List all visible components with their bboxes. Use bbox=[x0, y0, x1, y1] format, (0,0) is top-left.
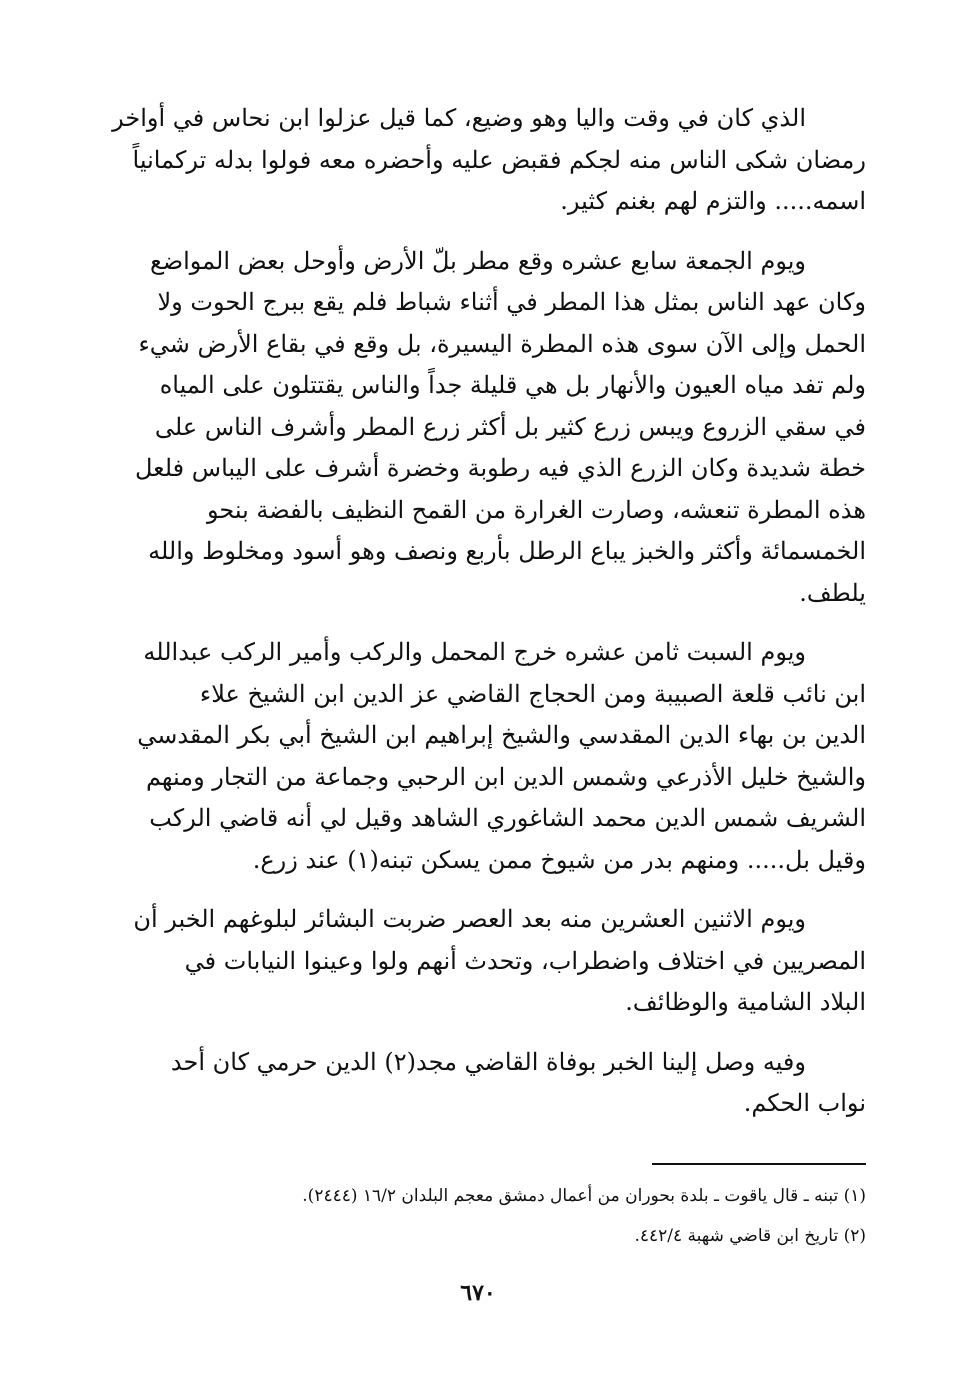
text-line: والشيخ خليل الأذرعي وشمس الدين ابن الرحبي وجماعة من التجار ومنهم bbox=[145, 762, 866, 791]
text-line: ولم تفد مياه العيون والأنهار بل هي قليلة جداً والناس يقتتلون على المياه bbox=[159, 371, 866, 399]
text-line: ابن نائب قلعة الصبيبة ومن الحجاج القاضي عز الدين ابن الشيخ علاء bbox=[199, 679, 866, 708]
text-line: الشريف شمس الدين محمد الشاغوري الشاهد وقيل لي أنه قاضي الركب bbox=[149, 804, 866, 832]
text-line: وقيل بل..... ومنهم بدر من شيوخ ممن يسكن تبنه(١) عند زرع. bbox=[252, 845, 866, 874]
footnote-separator bbox=[652, 1163, 866, 1165]
text-line: هذه المطرة تنعشه، وصارت الغرارة من القمح النظيف بالفضة بنحو bbox=[206, 495, 866, 524]
paragraph-5 bbox=[82, 1042, 866, 1125]
text-line: المصريين في اختلاف واضطراب، وتحدث أنهم ولوا وعينوا النيابات في bbox=[184, 946, 866, 975]
text-line: ويوم الجمعة سابع عشره وقع مطر بلّ الأرض وأوحل بعض المواضع bbox=[149, 246, 806, 275]
text-line: ويوم السبت ثامن عشره خرج المحمل والركب وأمير الركب عبدالله bbox=[143, 638, 806, 666]
paragraph-4 bbox=[82, 899, 866, 1024]
footnote-1: (١) تبنه ـ قال ياقوت ـ بلدة بحوران من أعمال دمشق معجم البلدان ١٦/٢ (٢٤٤٤). bbox=[302, 1186, 866, 1206]
paragraph-2 bbox=[82, 241, 866, 615]
main-text bbox=[82, 98, 866, 1143]
footnote-2: (٢) تاريخ ابن قاضي شهبة ٤٤٢/٤. bbox=[634, 1226, 866, 1246]
text-line: الذي كان في وقت واليا وهو وضيع، كما قيل عزلوا ابن نحاس في أواخر bbox=[112, 104, 806, 132]
paragraph-3 bbox=[82, 632, 866, 881]
text-line: وكان عهد الناس بمثل هذا المطر في أثناء شباط فلم يقع ببرج الحوت ولا bbox=[157, 288, 866, 316]
text-line: نواب الحكم. bbox=[743, 1089, 866, 1117]
text-line: في سقي الزروع ويبس زرع كثير بل أكثر زرع المطر وأشرف الناس على bbox=[154, 412, 866, 441]
page-number: ٦٧٠ bbox=[460, 1280, 496, 1306]
text-line: رمضان شكى الناس منه لجكم فقبض عليه وأحضره معه فولوا بدله تركمانياً bbox=[132, 145, 866, 174]
text-line: خطة شديدة وكان الزرع الذي فيه رطوبة وخضرة أشرف على اليباس فلعل bbox=[134, 454, 866, 482]
text-line: ويوم الاثنين العشرين منه بعد العصر ضربت البشائر لبلوغهم الخبر أن bbox=[133, 905, 806, 933]
text-line: وفيه وصل إلينا الخبر بوفاة القاضي مجد(٢) الدين حرمي كان أحد bbox=[170, 1047, 806, 1076]
paragraph-1 bbox=[82, 98, 866, 223]
text-line: الحمل وإلى الآن سوى هذه المطرة اليسيرة، بل وقع في بقاع الأرض شيء bbox=[138, 329, 866, 358]
text-line: الخمسمائة وأكثر والخبز يباع الرطل بأربع ونصف وهو أسود ومخلوط والله bbox=[148, 537, 866, 565]
text-line: اسمه..... والتزم لهم بغنم كثير. bbox=[560, 187, 866, 215]
text-line: الدين بن بهاء الدين المقدسي والشيخ إبراهيم ابن الشيخ أبي بكر المقدسي bbox=[137, 721, 866, 749]
text-line: يلطف. bbox=[799, 578, 866, 607]
text-line: البلاد الشامية والوظائف. bbox=[625, 988, 866, 1016]
footnotes bbox=[82, 1176, 866, 1256]
